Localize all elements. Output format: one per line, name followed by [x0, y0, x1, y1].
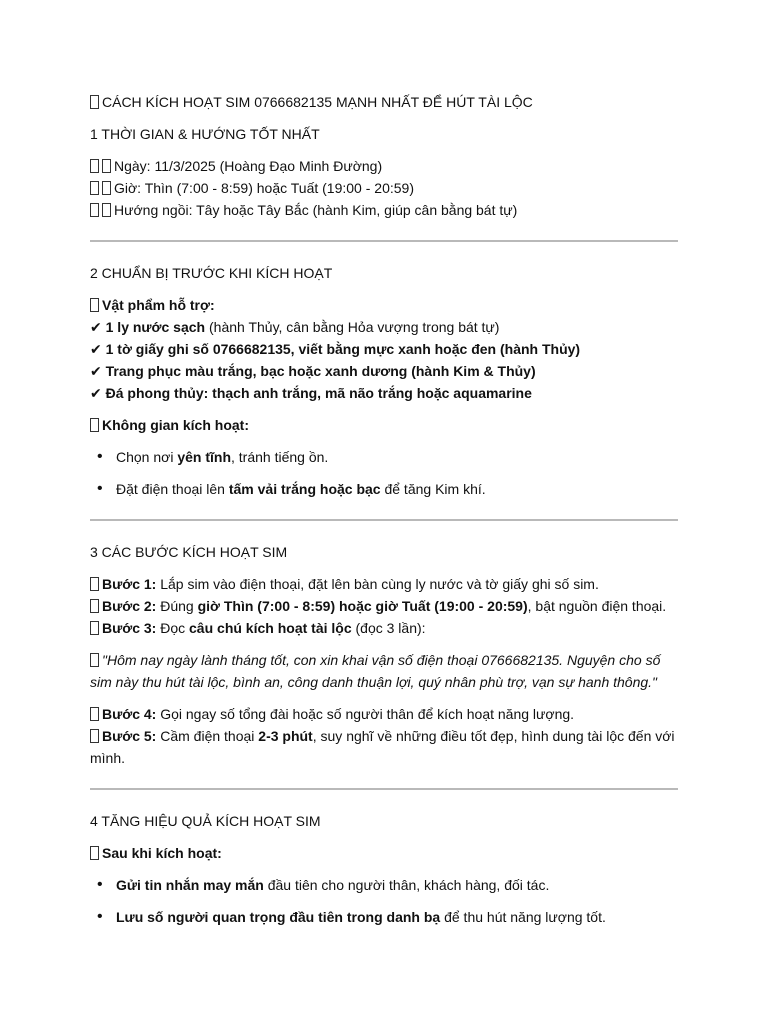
list-item-text: để tăng Kim khí.: [380, 481, 486, 497]
list-item: [116, 478, 678, 500]
step-1: [90, 573, 678, 595]
after-label-text: Sau khi kích hoạt:: [102, 845, 222, 861]
list-item-bold: tấm vải trắng hoặc bạc: [228, 481, 381, 497]
missing-glyph-icon: [102, 159, 111, 173]
missing-glyph-icon: [90, 203, 99, 217]
step-label: Bước 4:: [102, 706, 157, 722]
step-text: Cầm điện thoại: [156, 728, 259, 744]
section-4-heading-text: 4 TĂNG HIỆU QUẢ KÍCH HOẠT SIM: [90, 813, 321, 829]
step-2: [90, 595, 678, 617]
missing-glyph-icon: [90, 653, 99, 667]
space-label-text: Không gian kích hoạt:: [102, 417, 249, 433]
supply-item: [90, 360, 678, 382]
step-4: [90, 703, 678, 725]
check-icon: ✔: [90, 319, 102, 335]
missing-glyph-icon: [90, 846, 99, 860]
missing-glyph-icon: [90, 729, 99, 743]
supply-item-bold: 1 ly nước sạch: [105, 319, 206, 335]
supply-item-note: (hành Thủy, cân bằng Hỏa vượng trong bát tự): [205, 319, 500, 335]
list-item-bold: Lưu số người quan trọng đầu tiên trong danh bạ: [116, 909, 441, 925]
supply-item-bold: Trang phục màu trắng, bạc hoặc xanh dương (hành Kim & Thủy): [105, 363, 536, 379]
step-text: Lắp sim vào điện thoại, đặt lên bàn cùng ly nước và tờ giấy ghi số sim.: [156, 576, 599, 592]
hour-line: [90, 177, 678, 199]
missing-glyph-icon: [90, 621, 99, 635]
title-text: CÁCH KÍCH HOẠT SIM 0766682135 MẠNH NHẤT ĐỂ HÚT TÀI LỘC: [102, 94, 533, 110]
list-item: [116, 446, 678, 468]
step-bold: 2-3 phút: [258, 728, 313, 744]
step-text: (đọc 3 lần):: [351, 620, 426, 636]
section-3-heading-text: 3 CÁC BƯỚC KÍCH HOẠT SIM: [90, 544, 288, 560]
date-text: Ngày: 11/3/2025 (Hoàng Đạo Minh Đường): [114, 158, 383, 174]
list-item-bold: yên tĩnh: [177, 449, 231, 465]
section-1-body: [90, 155, 678, 221]
supply-item: [90, 316, 678, 338]
section-3-heading: [90, 541, 678, 563]
supplies-label: [90, 294, 678, 316]
list-item-text: Đặt điện thoại lên: [116, 481, 229, 497]
quote-text: "Hôm nay ngày lành tháng tốt, con xin khai vận số điện thoại 0766682135. Nguyện cho số sim này thu hút tài lộc, bình an, công danh thuận lợi, quý nhân phù trợ, vạn sự hanh thông.": [90, 652, 661, 690]
step-label: Bước 3:: [102, 620, 157, 636]
step-label: Bước 1:: [102, 576, 157, 592]
step-3: [90, 617, 678, 639]
section-2-heading-text: 2 CHUẨN BỊ TRƯỚC KHI KÍCH HOẠT: [90, 265, 333, 281]
step-bold: giờ Thìn (7:00 - 8:59) hoặc giờ Tuất (19:00 - 20:59): [197, 598, 528, 614]
section-1-heading-text: 1 THỜI GIAN & HƯỚNG TỐT NHẤT: [90, 126, 320, 142]
supplies-label-text: Vật phẩm hỗ trợ:: [102, 297, 215, 313]
list-item-text: đầu tiên cho người thân, khách hàng, đối tác.: [263, 877, 550, 893]
list-item-text: , tránh tiếng ồn.: [231, 449, 329, 465]
missing-glyph-icon: [90, 577, 99, 591]
check-icon: ✔: [90, 341, 102, 357]
section-2-supplies: [90, 294, 678, 404]
list-item-text: Chọn nơi: [116, 449, 178, 465]
step-text: , suy nghĩ về những điều tốt đẹp, hình dung tài lộc đến với mình.: [90, 728, 675, 766]
step-bold: câu chú kích hoạt tài lộc: [189, 620, 352, 636]
section-4-heading: [90, 810, 678, 832]
section-1-heading: [90, 123, 678, 145]
list-item: [116, 906, 678, 928]
step-5: [90, 725, 678, 769]
incantation-quote: [90, 649, 678, 693]
supply-item: [90, 338, 678, 360]
space-list: [90, 446, 678, 500]
missing-glyph-icon: [90, 181, 99, 195]
supply-item: [90, 382, 678, 404]
supply-item-bold: 1 tờ giấy ghi số 0766682135, viết bằng mực xanh hoặc đen (hành Thủy): [105, 341, 581, 357]
section-divider: [90, 788, 678, 790]
step-text: Gọi ngay số tổng đài hoặc số người thân để kích hoạt năng lượng.: [156, 706, 575, 722]
missing-glyph-icon: [90, 599, 99, 613]
space-label: [90, 414, 678, 436]
missing-glyph-icon: [90, 159, 99, 173]
steps-block: [90, 573, 678, 639]
section-divider: [90, 240, 678, 242]
missing-glyph-icon: [102, 203, 111, 217]
missing-glyph-icon: [90, 298, 99, 312]
step-label: Bước 2:: [102, 598, 157, 614]
step-text: , bật nguồn điện thoại.: [527, 598, 667, 614]
direction-line: [90, 199, 678, 221]
missing-glyph-icon: [90, 95, 99, 109]
check-icon: ✔: [90, 363, 102, 379]
list-item: [116, 874, 678, 896]
section-2-heading: [90, 262, 678, 284]
list-item-bold: Gửi tin nhắn may mắn: [116, 877, 264, 893]
missing-glyph-icon: [90, 418, 99, 432]
direction-text: Hướng ngồi: Tây hoặc Tây Bắc (hành Kim, giúp cân bằng bát tự): [114, 202, 518, 218]
missing-glyph-icon: [102, 181, 111, 195]
supply-item-bold: Đá phong thủy: thạch anh trắng, mã não trắng hoặc aquamarine: [105, 385, 532, 401]
list-item-text: để thu hút năng lượng tốt.: [440, 909, 606, 925]
check-icon: ✔: [90, 385, 102, 401]
date-line: [90, 155, 678, 177]
missing-glyph-icon: [90, 707, 99, 721]
step-text: Đúng: [156, 598, 198, 614]
step-text: Đọc: [156, 620, 190, 636]
document-title: [90, 91, 678, 113]
after-list: [90, 874, 678, 928]
step-label: Bước 5:: [102, 728, 157, 744]
section-divider: [90, 519, 678, 521]
steps-block-2: [90, 703, 678, 769]
after-activation-label: [90, 842, 678, 864]
hour-text: Giờ: Thìn (7:00 - 8:59) hoặc Tuất (19:00 - 20:59): [114, 180, 414, 196]
